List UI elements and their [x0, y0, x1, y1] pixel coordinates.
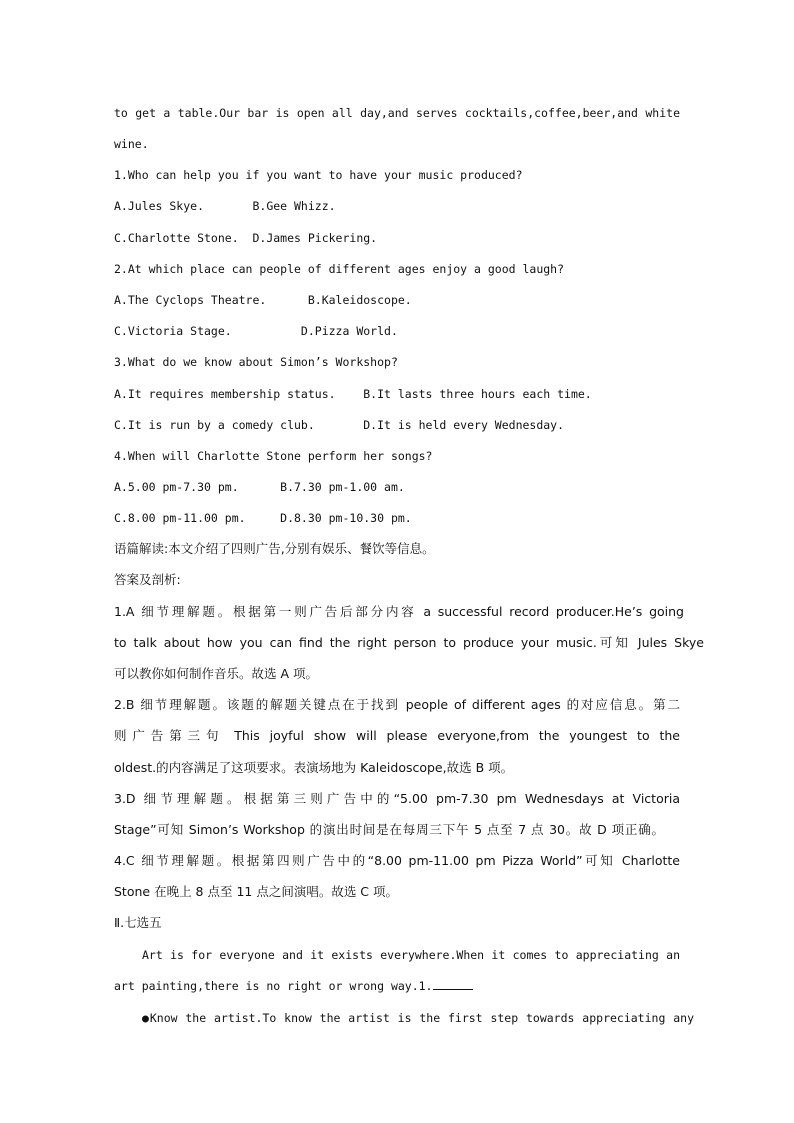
- analysis-heading: 答案及剖析:: [114, 572, 181, 587]
- analysis-line: 2.B 细节理解题。该题的解题关键点在于找到 people of different ages 的对应信息。第二: [114, 697, 680, 712]
- question-options: C.Charlotte Stone. D.James Pickering.: [114, 231, 378, 245]
- analysis-line: Stage”可知 Simon’s Workshop 的演出时间是在每周三下午 5 点至 7 点 30。故 D 项正确。: [114, 822, 664, 837]
- question-options: C.Victoria Stage. D.Pizza World.: [114, 324, 398, 338]
- analysis-line: 可以教你如何制作音乐。故选 A 项。: [114, 666, 318, 681]
- question-options: C.It is run by a comedy club. D.It is held every Wednesday.: [114, 418, 565, 432]
- summary: 语篇解读:本文介绍了四则广告,分别有娱乐、餐饮等信息。: [114, 541, 435, 556]
- question-options: A.The Cyclops Theatre. B.Kaleidoscope.: [114, 293, 412, 307]
- passage-line: art painting,there is no right or wrong way.1.: [114, 978, 473, 994]
- analysis-line: 1.A 细节理解题。根据第一则广告后部分内容 a successful record producer.He’s going: [114, 604, 684, 619]
- question-stem: 3.What do we know about Simon’s Workshop?: [114, 355, 398, 369]
- question-stem: 2.At which place can people of different ages enjoy a good laugh?: [114, 262, 565, 276]
- passage-line: ●Know the artist.To know the artist is the first step towards appreciating any: [142, 1011, 694, 1025]
- question-options: A.It requires membership status. B.It lasts three hours each time.: [114, 387, 592, 401]
- section-heading: Ⅱ.七选五: [114, 915, 162, 930]
- answer-blank[interactable]: [433, 978, 473, 990]
- question-options: A.Jules Skye. B.Gee Whizz.: [114, 199, 336, 213]
- question-options: C.8.00 pm-11.00 pm. D.8.30 pm-10.30 pm.: [114, 511, 412, 525]
- passage-line: wine.: [114, 137, 149, 151]
- analysis-line: Stone 在晚上 8 点至 11 点之间演唱。故选 C 项。: [114, 884, 398, 899]
- analysis-line: 则广告第三句 This joyful show will please everyone,from the youngest to the: [114, 728, 680, 743]
- question-stem: 4.When will Charlotte Stone perform her songs?: [114, 449, 433, 463]
- analysis-line: 3.D 细节理解题。根据第三则广告中的“5.00 pm-7.30 pm Wednesdays at Victoria: [114, 791, 680, 806]
- passage-line: to get a table.Our bar is open all day,and serves cocktails,coffee,beer,and white: [114, 106, 680, 120]
- analysis-line: oldest.的内容满足了这项要求。表演场地为 Kaleidoscope,故选 B 项。: [114, 760, 514, 775]
- passage-line: Art is for everyone and it exists everywhere.When it comes to appreciating an: [142, 948, 680, 962]
- question-stem: 1.Who can help you if you want to have your music produced?: [114, 168, 523, 182]
- analysis-line: to talk about how you can find the right person to produce your music.可知 Jules Skye: [114, 635, 704, 650]
- analysis-line: 4.C 细节理解题。根据第四则广告中的“8.00 pm-11.00 pm Pizza World”可知 Charlotte: [114, 853, 680, 868]
- question-options: A.5.00 pm-7.30 pm. B.7.30 pm-1.00 am.: [114, 480, 405, 494]
